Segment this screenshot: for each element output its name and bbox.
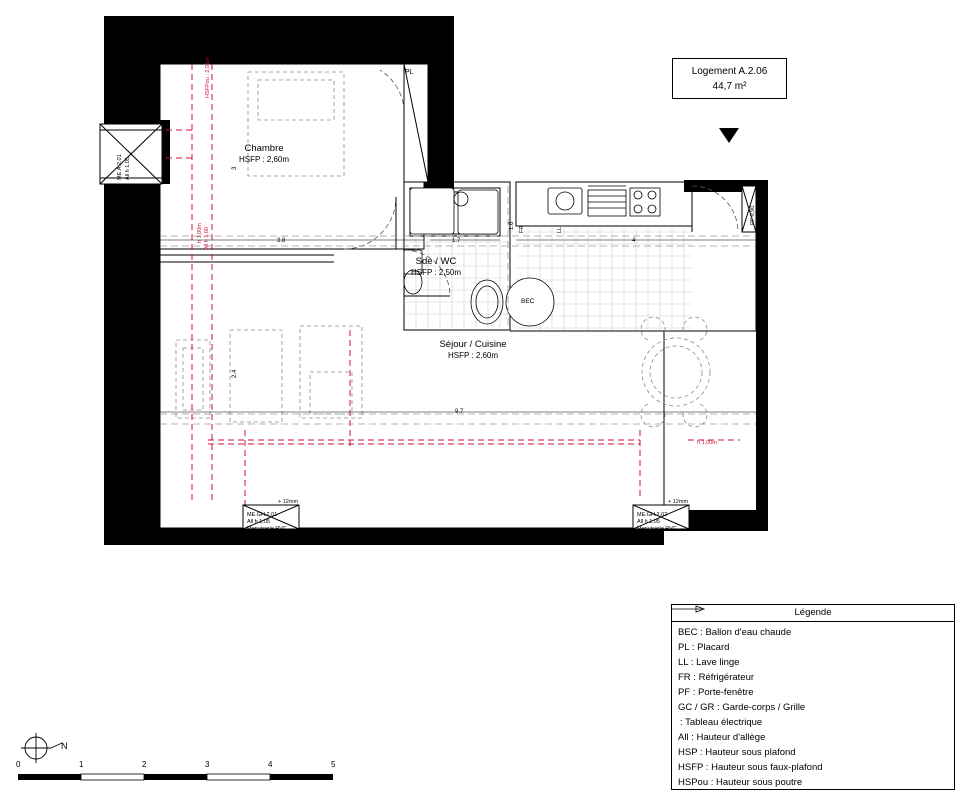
room-height: HSFP : 2,60m bbox=[447, 351, 499, 360]
annotation-allege-a-2-01: All h 1,05 bbox=[125, 157, 131, 180]
room-label-sde-wc bbox=[396, 256, 476, 278]
wall-fill bbox=[104, 16, 768, 545]
legend-item: BEC : Ballon d'eau chaude bbox=[678, 626, 792, 638]
dimension-text: 3 bbox=[232, 166, 238, 170]
annotation-hspou: HSFPou : 2,01m bbox=[205, 57, 211, 98]
window-left bbox=[100, 124, 162, 184]
legend-item: All : Hauteur d'allège bbox=[678, 731, 766, 743]
legend-item: HSFP : Hauteur sous faux-plafond bbox=[678, 761, 823, 773]
unit-title-box bbox=[672, 58, 787, 99]
annotation-allege-2-01: All h 1,05 bbox=[247, 519, 270, 525]
scale-tick: 3 bbox=[205, 760, 210, 769]
unit-reference: Logement A.2.06 bbox=[691, 65, 768, 77]
dimension-text: 3.6 bbox=[757, 299, 763, 308]
dimension-text: 1.7 bbox=[452, 238, 461, 244]
label-lave-linge: LL bbox=[557, 226, 563, 233]
legend-item: PL : Placard bbox=[678, 641, 730, 653]
legend-item-electrical bbox=[678, 715, 954, 730]
label-refrigerateur: FR bbox=[519, 225, 525, 233]
annotation-menuiserie-2-01: Menuiserie PVC bbox=[247, 526, 287, 532]
annotation-menuiserie-2-02: Menuiserie PVC bbox=[637, 526, 677, 532]
label-placard: PL bbox=[405, 69, 414, 76]
window-bottom bbox=[243, 505, 689, 529]
legend-item: FR : Réfrigérateur bbox=[678, 671, 755, 683]
entry-arrow bbox=[719, 128, 739, 143]
annotation-me-gh-2-01: ME.GH.2.01 bbox=[247, 512, 278, 518]
room-name: Sde / WC bbox=[415, 256, 457, 267]
annotation-allege-left: h 1,00m bbox=[197, 223, 203, 243]
annotation-me-a-2-01: ME.A.2.01 bbox=[117, 154, 123, 180]
legend-item: HSP : Hauteur sous plafond bbox=[678, 746, 796, 758]
scale-tick: 4 bbox=[268, 760, 273, 769]
scale-tick: 2 bbox=[142, 760, 147, 769]
legend-item: HSPou : Hauteur sous poutre bbox=[678, 776, 803, 788]
dimension-text: 3.8 bbox=[277, 238, 286, 244]
scale-tick: 5 bbox=[331, 760, 336, 769]
legend-item-label: : Tableau électrique bbox=[680, 716, 763, 728]
annotation-me-gh-2-02: ME.GH.2.02 bbox=[637, 512, 668, 518]
dimension-text: 2.4 bbox=[232, 369, 238, 378]
annotation-offset-left: + 12mm bbox=[278, 499, 299, 505]
legend-item: PF : Porte-fenêtre bbox=[678, 686, 754, 698]
legend-item: GC / GR : Garde-corps / Grille bbox=[678, 701, 806, 713]
annotation-allege-right: h 1,00m bbox=[697, 440, 717, 446]
legend-box bbox=[671, 604, 955, 790]
room-height: HSFP : 2,50m bbox=[410, 268, 462, 277]
dimension-text: 9.7 bbox=[455, 409, 464, 415]
compass-north-label: N bbox=[61, 741, 68, 751]
dimension-text: 2.0 bbox=[757, 379, 763, 388]
unit-area: 44,7 m² bbox=[712, 80, 747, 92]
room-label-chambre bbox=[224, 143, 304, 165]
interior-walls bbox=[160, 64, 756, 528]
annotation-pf-090: PF 0,90 bbox=[750, 205, 756, 225]
annotation-allege-2-02: All h 1,05 bbox=[637, 519, 660, 525]
annotation-allege-left-2: All h 1,00 bbox=[204, 227, 210, 250]
annotation-offset-right: + 12mm bbox=[668, 499, 689, 505]
room-label-sejour-cuisine bbox=[413, 339, 533, 361]
room-name: Chambre bbox=[244, 143, 284, 154]
room-name: Séjour / Cuisine bbox=[439, 339, 507, 350]
room-height: HSFP : 2,60m bbox=[238, 155, 290, 164]
legend-list bbox=[672, 622, 954, 790]
label-bec: BEC bbox=[521, 298, 535, 305]
legend-title: Légende bbox=[672, 605, 954, 622]
compass-rose bbox=[14, 730, 74, 766]
dimension-text: 1.6 bbox=[509, 221, 515, 230]
dimension-text: 4 bbox=[632, 238, 636, 244]
legend-item: LL : Lave linge bbox=[678, 656, 740, 668]
scale-tick: 0 bbox=[16, 760, 21, 769]
label-gh-2-01: GH 2.01 bbox=[245, 537, 275, 546]
scale-tick: 1 bbox=[79, 760, 84, 769]
